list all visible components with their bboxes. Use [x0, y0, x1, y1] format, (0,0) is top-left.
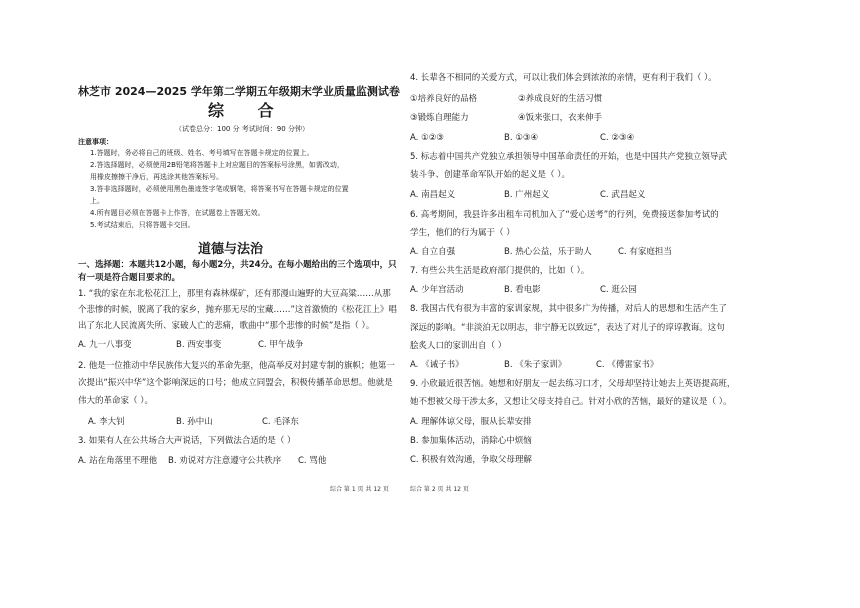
- question-1: 出了东北人民流离失所、家破人亡的悲痛，歌曲中“那个悲惨的时候”是指（ ）。: [78, 321, 375, 331]
- part-one-instructions: 有一项是符合题目要求的。: [78, 273, 181, 283]
- question-4: 4. 长辈各不相同的关爱方式，可以让我们体会到浓浓的亲情，更有利于我们（ ）。: [410, 73, 717, 83]
- q9-option-a[interactable]: A. 理解体谅父母，服从长辈安排: [410, 417, 532, 427]
- question-8: 脍炙人口的家训出自（ ）: [410, 341, 507, 351]
- question-8: 8. 我国古代有很为丰富的家训家规，其中很多广为传播，对后人的思想和生活产生了: [410, 304, 727, 314]
- exam-subject: 综 合: [208, 101, 288, 120]
- question-2: 次提出“振兴中华”这个影响深远的口号；他成立同盟会，积极传播革命思想。他就是: [78, 378, 393, 388]
- q3-option-a[interactable]: A. 站在角落里不理他: [78, 456, 158, 466]
- exam-meta: （试卷总分：100 分 考试时间：90 分钟）: [175, 125, 309, 133]
- question-9: 她不想被父母干涉太多，又想让父母支持自己。针对小欣的苦恼，最好的建议是（ ）。: [410, 397, 732, 407]
- q8-option-c[interactable]: C. 《傅雷家书》: [596, 360, 659, 370]
- q7-option-c[interactable]: C. 逛公园: [600, 285, 637, 295]
- q1-option-c[interactable]: C. 甲午战争: [258, 340, 304, 350]
- q9-option-b[interactable]: B. 参加集体活动，消除心中烦恼: [410, 436, 532, 446]
- question-7: 7. 有些公共生活是政府部门提供的，比如（ ）。: [410, 266, 590, 276]
- q3-option-b[interactable]: B. 劝说对方注意遵守公共秩序: [168, 456, 282, 466]
- question-6: 6. 高考期间，我县许多出租车司机加入了“爱心送考”的行列，免费接送参加考试的: [410, 210, 719, 220]
- q6-option-c[interactable]: C. 有家庭担当: [618, 247, 672, 257]
- notice-line: 用橡皮擦擦干净后，再选涂其他答案标号。: [90, 173, 223, 181]
- q4-item: ①培养良好的品格: [410, 94, 478, 104]
- q4-option-b[interactable]: B. ①③④: [504, 133, 539, 143]
- notice-line: 上。: [90, 197, 104, 205]
- question-8: 深远的影响。“非淡泊无以明志，非宁静无以致远”，表达了对儿子的谆谆教诲。这句: [410, 323, 725, 333]
- q5-option-b[interactable]: B. 广州起义: [504, 190, 550, 200]
- notice-heading: 注意事项：: [78, 138, 113, 146]
- q4-option-a[interactable]: A. ①②③: [410, 133, 444, 143]
- q5-option-a[interactable]: A. 南昌起义: [410, 190, 456, 200]
- question-9: 9. 小欣最近很苦恼。她想和好朋友一起去练习口才，父母却坚持让她去上英语提高班，: [410, 379, 736, 389]
- q7-option-b[interactable]: B. 看电影: [504, 285, 541, 295]
- question-2: 2. 他是一位推动中华民族伟大复兴的革命先驱，他高举反对封建专制的旗帜；他第一: [78, 361, 395, 371]
- q5-option-c[interactable]: C. 武昌起义: [600, 190, 646, 200]
- notice-line: 1.答题时，务必将自己的班级、姓名、考号填写在答题卡规定的位置上。: [90, 149, 314, 157]
- q4-option-c[interactable]: C. ②③④: [600, 133, 635, 143]
- exam-page-left: [0, 0, 400, 608]
- question-1: 个悲惨的时候，脱离了我的家乡，抛弃那无尽的宝藏……”这首激愤的《松花江上》唱: [78, 305, 397, 315]
- question-5: 5. 标志着中国共产党独立承担领导中国革命责任的开始，也是中国共产党独立领导武: [410, 152, 727, 162]
- q4-item: ④饭来张口，衣来伸手: [518, 113, 603, 123]
- question-6: 学生，他们的行为属于（ ）: [410, 228, 515, 238]
- notice-line: 2.答选择题时，必须使用2B铅笔将答题卡上对应题目的答案标号涂黑，如需改动，: [90, 161, 344, 169]
- notice-line: 3.答非选择题时，必须使用黑色墨迹签字笔或钢笔，将答案书写在答题卡规定的位置: [90, 185, 349, 193]
- q1-option-b[interactable]: B. 西安事变: [176, 340, 222, 350]
- q7-option-a[interactable]: A. 少年宫活动: [410, 285, 464, 295]
- q4-item: ③锻炼自理能力: [410, 113, 469, 123]
- section-title: 道德与法治: [198, 242, 264, 257]
- q8-option-a[interactable]: A. 《诫子书》: [410, 360, 464, 370]
- q2-option-c[interactable]: C. 毛泽东: [262, 417, 299, 427]
- q2-option-b[interactable]: B. 孙中山: [176, 417, 213, 427]
- question-2: 伟大的革命家（ ）。: [78, 396, 153, 406]
- q4-item: ②养成良好的生活习惯: [518, 94, 603, 104]
- question-3: 3. 如果有人在公共场合大声说话，下列做法合适的是（ ）: [78, 436, 296, 446]
- notice-line: 4.所有题目必须在答题卡上作答，在试题卷上答题无效。: [90, 209, 265, 217]
- page-footer: 综合 第 1 页 共 12 页: [330, 486, 389, 493]
- page-footer: 综合 第 2 页 共 12 页: [410, 486, 469, 493]
- q1-option-a[interactable]: A. 九一八事变: [78, 340, 132, 350]
- q6-option-b[interactable]: B. 热心公益，乐于助人: [504, 247, 592, 257]
- question-1: 1. “我的家在东北松花江上，那里有森林煤矿，还有那漫山遍野的大豆高粱……从那: [78, 289, 391, 299]
- exam-page-right: [400, 0, 860, 608]
- notice-line: 5.考试结束后，只将答题卡交回。: [90, 221, 195, 229]
- q9-option-c[interactable]: C. 积极有效沟通，争取父母理解: [410, 455, 532, 465]
- q3-option-c[interactable]: C. 骂他: [298, 456, 327, 466]
- q6-option-a[interactable]: A. 自立自强: [410, 247, 456, 257]
- exam-title: 林芝市 2024—2025 学年第二学期五年级期末学业质量监测试卷: [78, 85, 400, 98]
- q2-option-a[interactable]: A. 李大钊: [88, 417, 125, 427]
- part-one-instructions: 一、选择题：本题共12小题，每小题2分，共24分。在每小题给出的三个选项中，只: [78, 260, 397, 270]
- question-5: 装斗争、创建革命军队开始的起义是（ ）。: [410, 170, 570, 180]
- q8-option-b[interactable]: B. 《朱子家训》: [504, 360, 567, 370]
